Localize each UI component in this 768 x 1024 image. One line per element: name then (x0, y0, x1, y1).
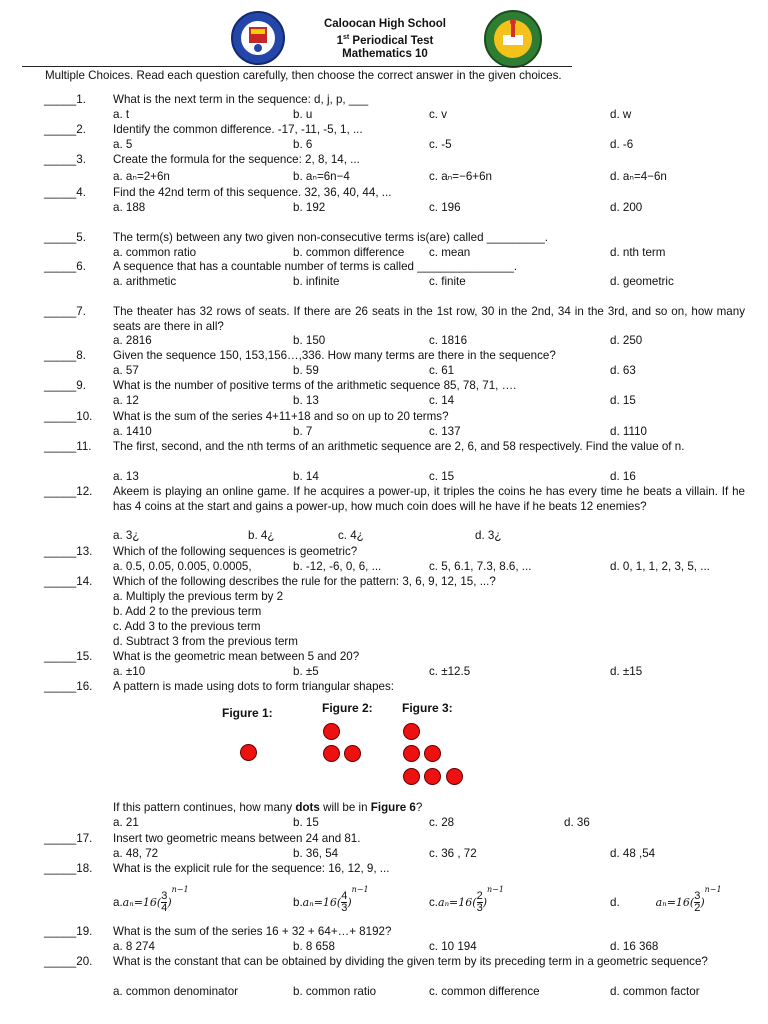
formula-paren: ) (347, 896, 352, 909)
formula-base: aₙ=16( (655, 896, 695, 909)
choice-letter: b. (293, 896, 303, 909)
question-text: Identify the common difference. -17, -11, -5, 1, ... (113, 123, 363, 136)
choice-b: b. 59 (293, 364, 319, 377)
formula-paren: ) (700, 896, 705, 909)
choice-b: b. Add 2 to the previous term (113, 605, 262, 618)
header-rule (22, 66, 572, 67)
dot (446, 768, 463, 785)
choice-letter: d. (610, 896, 620, 909)
choice-a: a. 0.5, 0.05, 0.005, 0.0005, (113, 560, 252, 573)
question-number (44, 410, 92, 423)
choice-b: b. infinite (293, 275, 340, 288)
question-text: Find the 42nd term of this sequence. 32, 36, 40, 44, ... (113, 186, 392, 199)
choice-b: b. 6 (293, 138, 313, 151)
choice-c: c. 137 (429, 425, 461, 438)
choice-d: d. 36 (564, 816, 590, 829)
answer-blank[interactable]: _____ (44, 925, 77, 938)
formula-base: aₙ=16( (438, 896, 477, 909)
question-number-label: 4. (76, 186, 86, 199)
choice-b: b. 192 (293, 201, 326, 214)
choice-c: c. common difference (429, 985, 540, 998)
question-text: What is the geometric mean between 5 and 20? (113, 650, 360, 663)
question-text: Which of the following sequences is geometric? (113, 545, 358, 558)
question-number (44, 153, 86, 166)
question-number (44, 545, 92, 558)
choice-b: b. 4¿ (248, 529, 275, 542)
question-number (44, 379, 86, 392)
school-seal (478, 9, 548, 69)
question-text: What is the explicit rule for the sequence: 16, 12, 9, ... (113, 862, 390, 875)
answer-blank[interactable]: _____ (44, 575, 77, 588)
answer-blank[interactable]: _____ (44, 379, 77, 392)
question-number-label: 19. (76, 925, 93, 938)
choice-c: c. 10 194 (429, 940, 477, 953)
choice-d: d. 1110 (610, 425, 647, 438)
q16-followup-bold: dots (295, 801, 320, 814)
choice-c: c. mean (429, 246, 471, 259)
choice-a: a. 1410 (113, 425, 152, 438)
choice-b: b. 7 (293, 425, 313, 438)
question-text: What is the number of positive terms of the arithmetic sequence 85, 78, 71, …. (113, 379, 517, 392)
dot (424, 768, 441, 785)
document-header (300, 18, 470, 61)
choice-a: a. 48, 72 (113, 847, 159, 860)
choice-a (113, 885, 189, 914)
question-number (44, 93, 86, 106)
choice-a: a. common denominator (113, 985, 239, 998)
fraction-numerator: 3 (161, 890, 168, 903)
choice-c: c. 61 (429, 364, 455, 377)
choice-d: d. common factor (610, 985, 700, 998)
formula-paren: ) (482, 896, 487, 909)
fraction-denominator: 3 (341, 902, 348, 915)
question-number (44, 832, 92, 845)
question-number-label: 14. (76, 575, 93, 588)
formula-exponent: n−1 (171, 885, 189, 894)
dot (344, 745, 361, 762)
choice-b: b. ±5 (293, 665, 319, 678)
choice-b: b. 8 658 (293, 940, 335, 953)
question-text: Given the sequence 150, 153,156…,336. How many terms are there in the sequence? (113, 349, 556, 362)
dot (424, 745, 441, 762)
choice-b: b. 13 (293, 394, 319, 407)
choice-a: a. 2816 (113, 334, 152, 347)
question-text: Insert two geometric means between 24 and 81. (113, 832, 361, 845)
question-number-label: 3. (76, 153, 86, 166)
choice-d: d. 16 368 (610, 940, 659, 953)
question-number (44, 650, 92, 663)
fraction-denominator: 2 (694, 902, 701, 915)
question-number-label: 6. (76, 260, 86, 273)
choice-c: c. aₙ=−6+6n (429, 170, 492, 183)
choice-a: a. 8 274 (113, 940, 155, 953)
choice-a: a. 12 (113, 394, 139, 407)
test-ordinal: 1 (336, 34, 343, 47)
fraction-numerator: 4 (341, 890, 348, 903)
question-number (44, 485, 92, 498)
question-number-label: 11. (76, 440, 92, 453)
choice-c: c. 4¿ (338, 529, 364, 542)
choice-letter: c. (429, 896, 439, 909)
choice-d: d. 250 (610, 334, 643, 347)
choice-b: b. common ratio (293, 985, 377, 998)
dot (403, 768, 420, 785)
question-number-label: 1. (76, 93, 86, 106)
choice-b: b. common difference (293, 246, 405, 259)
test-ordinal-suffix: st (343, 34, 350, 41)
choice-d: d. 0, 1, 1, 2, 3, 5, ... (610, 560, 710, 573)
choice-b (293, 885, 369, 914)
question-number-label: 18. (76, 862, 93, 875)
q16-followup-text: will be in (319, 801, 371, 814)
choice-a: a. 3¿ (113, 529, 140, 542)
question-text: A sequence that has a countable number of terms is called _______________. (113, 260, 518, 273)
formula-exponent: n−1 (704, 885, 722, 894)
choice-b: b. 15 (293, 816, 319, 829)
answer-blank[interactable]: _____ (44, 650, 77, 663)
choice-a: a. arithmetic (113, 275, 177, 288)
choice-d: d. 200 (610, 201, 643, 214)
question-number (44, 575, 92, 588)
question-number-label: 2. (76, 123, 86, 136)
choice-c: c. 196 (429, 201, 461, 214)
dot (323, 723, 340, 740)
choice-letter: a. (113, 896, 123, 909)
question-text: What is the constant that can be obtained by dividing the given term by its preceding term in a geometric sequence? (113, 955, 708, 968)
answer-blank[interactable]: _____ (44, 93, 77, 106)
answer-blank[interactable]: _____ (44, 680, 77, 693)
choice-b: b. u (293, 108, 313, 121)
choice-b: b. 36, 54 (293, 847, 339, 860)
choice-a: a. common ratio (113, 246, 197, 259)
q16-followup (113, 801, 422, 814)
question-number (44, 260, 86, 273)
question-number (44, 862, 92, 875)
formula-exponent: n−1 (486, 885, 504, 894)
subject-title: Mathematics 10 (342, 47, 428, 60)
question-number-label: 9. (76, 379, 86, 392)
choice-b: b. 14 (293, 470, 319, 483)
choice-b: b. aₙ=6n−4 (293, 170, 350, 183)
q16-followup-text: ? (415, 801, 423, 814)
fraction-numerator: 3 (694, 890, 701, 903)
choice-a: a. 13 (113, 470, 139, 483)
choice-c: c. Add 3 to the previous term (113, 620, 261, 633)
answer-blank[interactable]: _____ (44, 485, 77, 498)
question-number (44, 680, 92, 693)
figure-2-label: Figure 2: (322, 701, 373, 715)
choice-a: a. ±10 (113, 665, 146, 678)
choice-c: c. 14 (429, 394, 455, 407)
answer-blank[interactable]: _____ (44, 349, 77, 362)
choice-d (610, 885, 722, 914)
fraction-numerator: 2 (476, 890, 483, 903)
choice-d: d. aₙ=4−6n (610, 170, 667, 183)
answer-blank[interactable]: _____ (44, 410, 77, 423)
question-number (44, 231, 86, 244)
question-text: What is the sum of the series 16 + 32 + 64+…+ 8192? (113, 925, 392, 938)
question-number-label: 12. (76, 485, 93, 498)
fraction-denominator: 4 (161, 902, 168, 915)
question-text: Create the formula for the sequence: 2, 8, 14, ... (113, 153, 360, 166)
answer-blank[interactable]: _____ (44, 440, 77, 453)
question-number (44, 955, 92, 968)
question-number-label: 13. (76, 545, 93, 558)
choice-c: c. 36 , 72 (429, 847, 477, 860)
answer-blank[interactable]: _____ (44, 153, 77, 166)
choice-d: d. 48 ,54 (610, 847, 656, 860)
choice-d: d. 63 (610, 364, 636, 377)
question-text: Akeem is playing an online game. If he acquires a power-up, it triples the coins he has every time he beats a villain. If he has 4 coins at the start and gains a power-up, how much coin does will he have if he beats 12 enemies? (113, 485, 745, 513)
choice-a: a. aₙ=2+6n (113, 170, 170, 183)
answer-blank[interactable]: _____ (44, 260, 77, 273)
test-title (300, 31, 470, 48)
choice-c (429, 885, 504, 914)
answer-blank[interactable]: _____ (44, 186, 77, 199)
question-number-label: 7. (76, 305, 86, 318)
answer-blank[interactable]: _____ (44, 832, 77, 845)
choice-a: a. t (113, 108, 130, 121)
question-number-label: 15. (76, 650, 93, 663)
choice-a: a. 188 (113, 201, 146, 214)
figure-1-label: Figure 1: (222, 706, 273, 720)
answer-blank[interactable]: _____ (44, 955, 77, 968)
dot (323, 745, 340, 762)
choice-d: d. 16 (610, 470, 636, 483)
choice-b: b. -12, -6, 0, 6, ... (293, 560, 382, 573)
question-number (44, 349, 86, 362)
choice-a: a. 57 (113, 364, 139, 377)
question-number-label: 20. (76, 955, 93, 968)
choice-b: b. 150 (293, 334, 326, 347)
question-text: The first, second, and the nth terms of an arithmetic sequence are 2, 6, and 58 respectively. Find the value of n. (113, 440, 685, 453)
formula-exponent: n−1 (351, 885, 369, 894)
question-number-label: 8. (76, 349, 86, 362)
choice-c: c. -5 (429, 138, 452, 151)
formula-base: aₙ=16( (302, 896, 342, 909)
question-number (44, 186, 86, 199)
dot (403, 723, 420, 740)
choice-d: d. ±15 (610, 665, 643, 678)
question-number-label: 5. (76, 231, 86, 244)
school-name: Caloocan High School (323, 18, 447, 30)
choice-a: a. 5 (113, 138, 133, 151)
figure-3-label: Figure 3: (402, 701, 453, 715)
answer-blank[interactable]: _____ (44, 123, 77, 136)
choice-d: d. geometric (610, 275, 674, 288)
dot (403, 745, 420, 762)
choice-c: c. finite (429, 275, 466, 288)
answer-blank[interactable]: _____ (44, 305, 77, 318)
choice-c: c. ±12.5 (429, 665, 471, 678)
choice-c: c. 5, 6.1, 7.3, 8.6, ... (429, 560, 532, 573)
choice-c: c. 1816 (429, 334, 468, 347)
test-title-rest: Periodical Test (349, 34, 434, 47)
answer-blank[interactable]: _____ (44, 545, 77, 558)
choice-d: d. w (610, 108, 632, 121)
choice-a: a. 21 (113, 816, 139, 829)
fraction-denominator: 3 (476, 902, 483, 915)
formula-base: aₙ=16( (122, 896, 162, 909)
dot (240, 744, 257, 761)
deped-seal (218, 10, 298, 66)
answer-blank[interactable]: _____ (44, 231, 77, 244)
question-number (44, 925, 92, 938)
question-text: The theater has 32 rows of seats. If there are 26 seats in the 1st row, 30 in the 2nd, 34 in the 3rd, and so on, how many seats are there in all? (113, 305, 745, 333)
question-number (44, 305, 86, 318)
choice-a: a. Multiply the previous term by 2 (113, 590, 284, 603)
question-text: A pattern is made using dots to form triangular shapes: (113, 680, 394, 693)
choice-d: d. Subtract 3 from the previous term (113, 635, 298, 648)
question-text: What is the next term in the sequence: d, j, p, ___ (113, 93, 369, 106)
choice-d: d. nth term (610, 246, 666, 259)
question-number (44, 440, 92, 453)
choice-c: c. v (429, 108, 448, 121)
instructions: Multiple Choices. Read each question carefully, then choose the correct answer in the given choices. (45, 69, 562, 82)
formula-paren: ) (167, 896, 172, 909)
answer-blank[interactable]: _____ (44, 862, 77, 875)
choice-c: c. 28 (429, 816, 455, 829)
choice-d: d. 15 (610, 394, 636, 407)
choice-c: c. 15 (429, 470, 455, 483)
question-number-label: 17. (76, 832, 93, 845)
question-text: The term(s) between any two given non-consecutive terms is(are) called _________. (113, 231, 548, 244)
choice-d: d. -6 (610, 138, 634, 151)
question-number-label: 10. (76, 410, 93, 423)
question-number (44, 123, 86, 136)
question-number-label: 16. (76, 680, 93, 693)
q16-followup-text: If this pattern continues, how many (113, 801, 296, 814)
question-text: What is the sum of the series 4+11+18 and so on up to 20 terms? (113, 410, 449, 423)
choice-d: d. 3¿ (475, 529, 502, 542)
question-text: Which of the following describes the rule for the pattern: 3, 6, 9, 12, 15, ...? (113, 575, 496, 588)
q16-followup-bold: Figure 6 (370, 801, 416, 814)
